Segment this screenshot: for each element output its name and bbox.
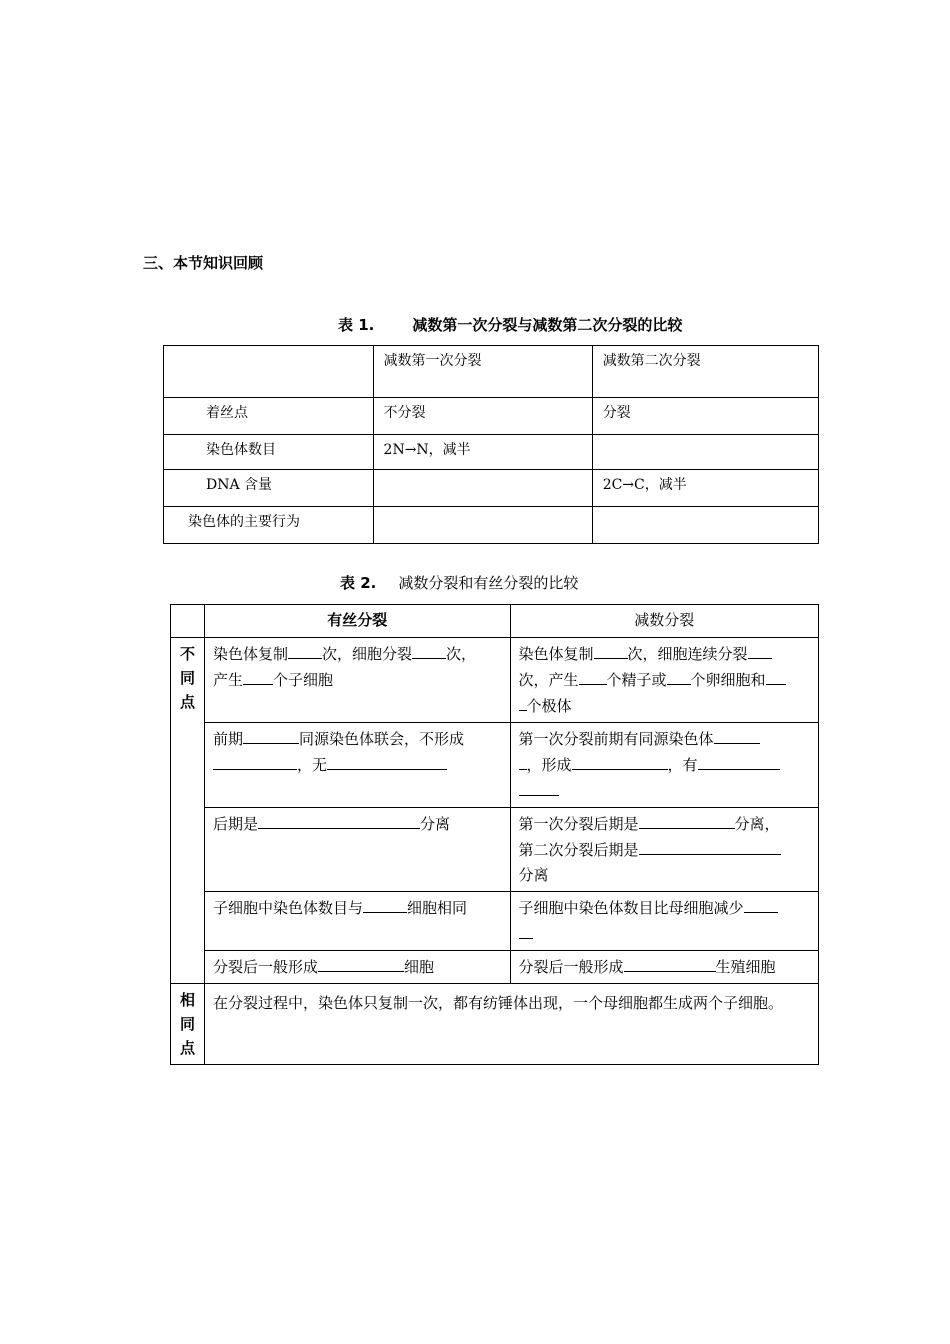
cell-text: 个卵细胞和 xyxy=(690,671,766,689)
table2-caption xyxy=(340,572,578,593)
table-row xyxy=(164,470,819,507)
table2-cell xyxy=(510,951,818,984)
table1-cell xyxy=(592,435,818,470)
table1-caption-title: 减数第一次分裂与减数第二次分裂的比较 xyxy=(412,316,683,334)
cell-text: 次，细胞分裂 xyxy=(322,645,413,663)
table2-side-same xyxy=(171,984,205,1065)
cell-text: 细胞相同 xyxy=(407,899,468,917)
fill-blank xyxy=(363,895,407,913)
fill-blank xyxy=(698,752,780,770)
cell-text: 染色体复制 xyxy=(518,645,594,663)
table2-header-empty xyxy=(171,605,205,638)
table1-caption xyxy=(338,314,682,335)
fill-blank xyxy=(766,667,786,685)
table1-row-label: 着丝点 xyxy=(164,398,374,435)
table1-cell xyxy=(373,470,592,507)
fill-blank xyxy=(594,641,628,659)
fill-blank xyxy=(579,667,607,685)
table2-caption-title: 减数分裂和有丝分裂的比较 xyxy=(398,574,579,592)
fill-blank xyxy=(639,837,781,855)
fill-blank xyxy=(243,667,273,685)
cell-text: 分裂后一般形成 xyxy=(518,958,624,976)
table1-row-label: DNA 含量 xyxy=(164,470,374,507)
cell-text: 次， xyxy=(446,645,477,663)
fill-blank xyxy=(243,726,299,744)
fill-blank xyxy=(412,641,446,659)
table-row xyxy=(171,605,819,638)
section-heading: 三、本节知识回顾 xyxy=(143,254,264,272)
table2-cell xyxy=(510,638,818,723)
fill-blank xyxy=(288,641,322,659)
cell-text: ，有 xyxy=(667,756,698,774)
cell-text: 第一次分裂前期有同源染色体 xyxy=(518,730,714,748)
table2-cell xyxy=(204,892,510,951)
table2-cell xyxy=(204,638,510,723)
fill-blank xyxy=(714,726,760,744)
table2-cell xyxy=(510,808,818,892)
table1-meiosis-comparison xyxy=(163,345,819,544)
table2-header-mitosis: 有丝分裂 xyxy=(204,605,510,638)
cell-text: 细胞 xyxy=(404,958,435,976)
table2-cell xyxy=(204,951,510,984)
cell-text: 分离 xyxy=(420,815,451,833)
fill-blank xyxy=(624,954,716,972)
cell-text: 第二次分裂后期是 xyxy=(518,841,639,859)
table-row xyxy=(164,507,819,544)
fill-blank xyxy=(519,921,533,939)
cell-text: 次，细胞连续分裂 xyxy=(627,645,748,663)
fill-blank xyxy=(213,752,297,770)
fill-blank xyxy=(639,811,735,829)
cell-text: ，无 xyxy=(296,756,327,774)
cell-text: 个极体 xyxy=(526,697,572,715)
cell-text: 同源染色体联会，不形成 xyxy=(299,730,465,748)
table-row xyxy=(171,892,819,951)
cell-text: 前期 xyxy=(212,730,243,748)
table1-cell: 2N→N，减半 xyxy=(373,435,592,470)
cell-text: 生殖细胞 xyxy=(715,958,776,976)
fill-blank xyxy=(519,693,527,711)
fill-blank xyxy=(748,641,772,659)
cell-text: ，形成 xyxy=(526,756,572,774)
fill-blank xyxy=(318,954,404,972)
table1-cell xyxy=(592,507,818,544)
cell-text: 个精子或 xyxy=(606,671,667,689)
table1-cell: 分裂 xyxy=(592,398,818,435)
cell-text: 分离， xyxy=(734,815,780,833)
table1-row-label: 染色体的主要行为 xyxy=(164,507,374,544)
cell-text: 第一次分裂后期是 xyxy=(518,815,639,833)
cell-text: 次，产生 xyxy=(518,671,579,689)
table-row xyxy=(171,638,819,723)
table1-header-meiosis-1: 减数第一次分裂 xyxy=(373,346,592,398)
table2-cell xyxy=(204,723,510,808)
cell-text: 个子细胞 xyxy=(273,671,334,689)
table2-same-text: 在分裂过程中，染色体只复制一次，都有纺锤体出现，一个母细胞都生成两个子细胞。 xyxy=(204,984,818,1065)
table-row xyxy=(171,984,819,1065)
cell-text: 分离 xyxy=(518,866,549,884)
side-label-same: 相 同 点 xyxy=(179,991,195,1057)
cell-text: 产生 xyxy=(212,671,243,689)
cell-text: 后期是 xyxy=(212,815,258,833)
table1-cell: 2C→C，减半 xyxy=(592,470,818,507)
fill-blank xyxy=(744,895,778,913)
table-row xyxy=(171,723,819,808)
table-row xyxy=(164,346,819,398)
fill-blank xyxy=(572,752,668,770)
table-row xyxy=(164,435,819,470)
table-row xyxy=(171,808,819,892)
cell-text: 子细胞中染色体数目与 xyxy=(212,899,363,917)
table1-cell xyxy=(373,507,592,544)
table-row xyxy=(171,951,819,984)
table1-cell: 不分裂 xyxy=(373,398,592,435)
fill-blank xyxy=(327,752,447,770)
cell-text: 分裂后一般形成 xyxy=(212,958,318,976)
table2-caption-label: 表 2. xyxy=(340,574,377,592)
table-row xyxy=(164,398,819,435)
fill-blank xyxy=(258,811,420,829)
table1-row-label: 染色体数目 xyxy=(164,435,374,470)
table1-header-meiosis-2: 减数第二次分裂 xyxy=(592,346,818,398)
table2-cell xyxy=(204,808,510,892)
table1-header-empty xyxy=(164,346,374,398)
table2-mitosis-meiosis-comparison xyxy=(170,604,819,1065)
table1-caption-label: 表 1. xyxy=(338,316,375,334)
cell-text: 子细胞中染色体数目比母细胞减少 xyxy=(518,899,744,917)
fill-blank xyxy=(519,752,527,770)
table2-cell xyxy=(510,892,818,951)
table2-header-meiosis: 减数分裂 xyxy=(510,605,818,638)
cell-text: 染色体复制 xyxy=(212,645,288,663)
table2-side-differences xyxy=(171,638,205,984)
fill-blank xyxy=(667,667,691,685)
table2-cell xyxy=(510,723,818,808)
side-label-differences: 不 同 点 xyxy=(179,645,195,711)
fill-blank xyxy=(519,778,559,796)
